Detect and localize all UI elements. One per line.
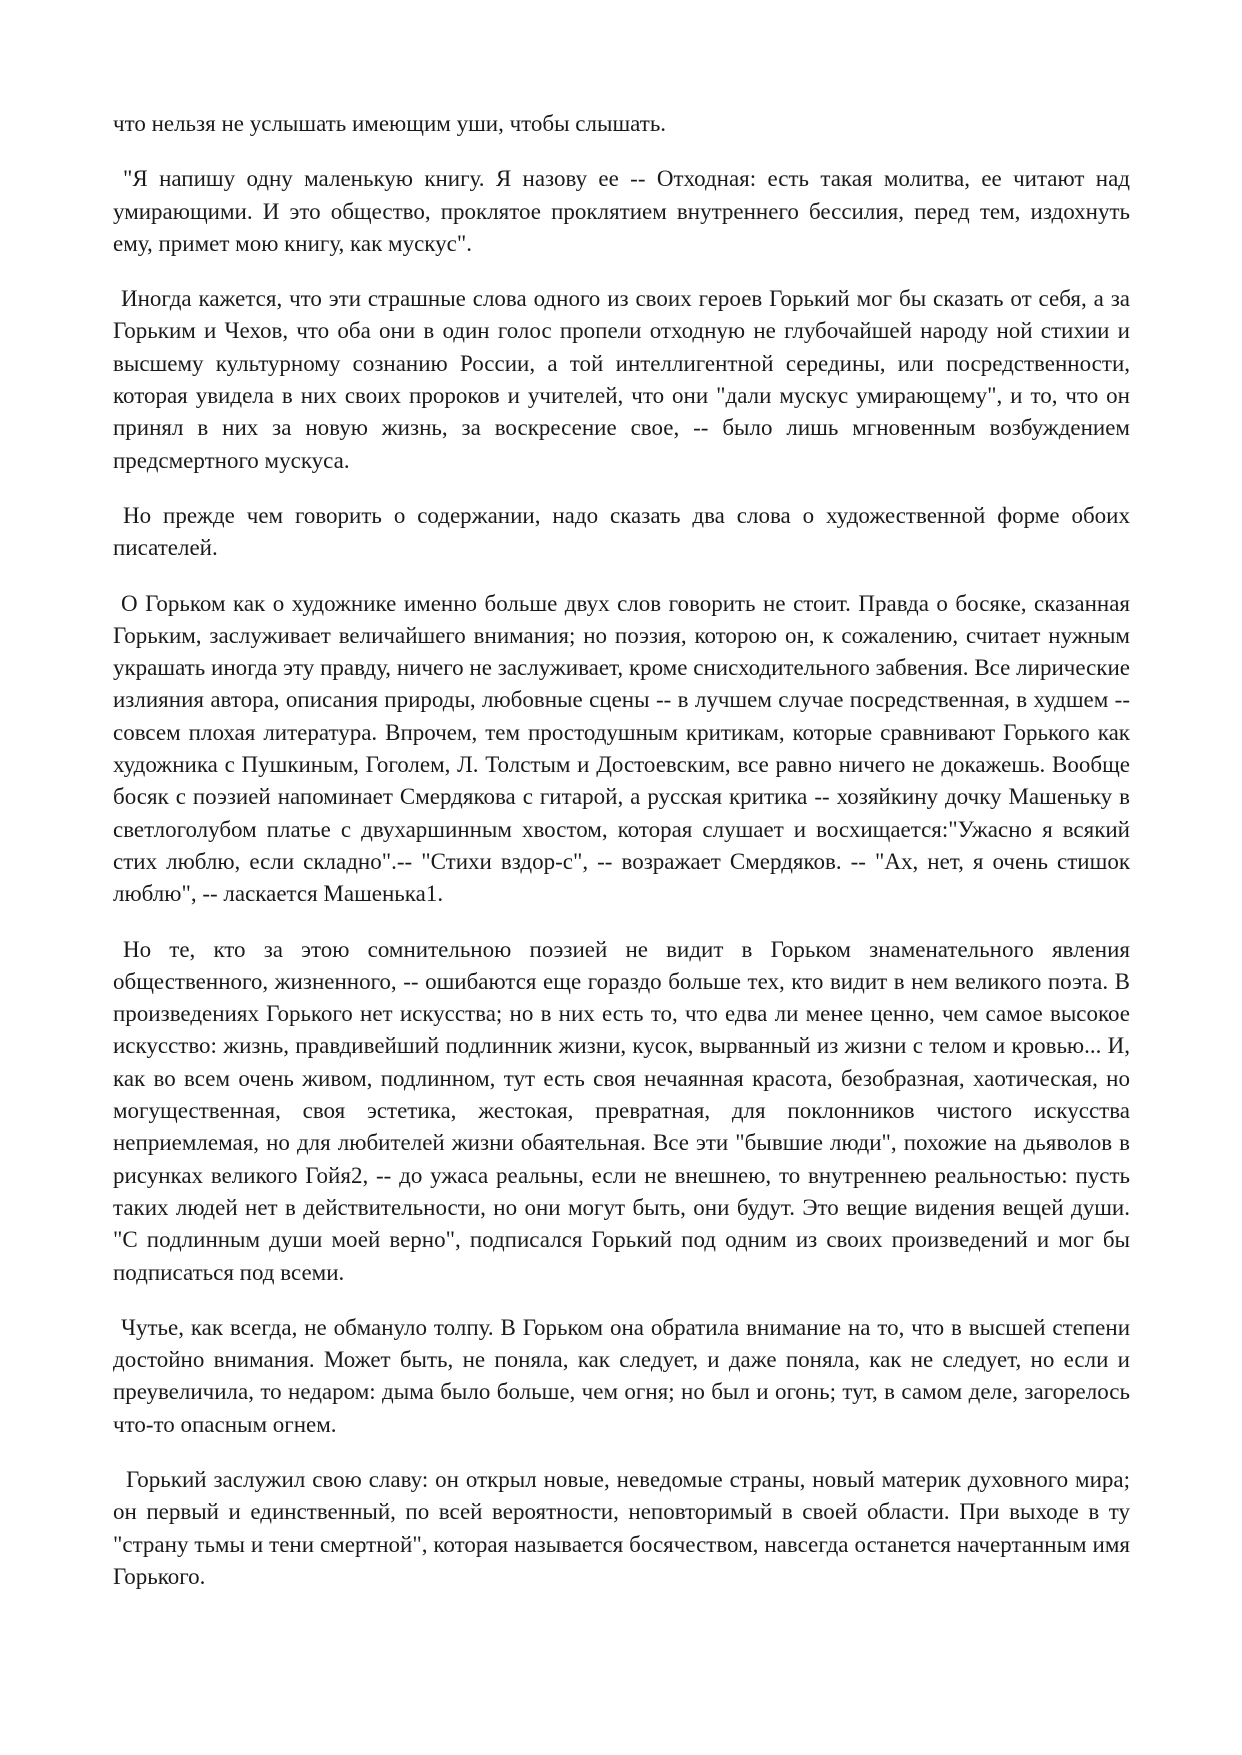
paragraph: Но прежде чем говорить о содержании, надо сказать два слова о художественной форме обоих писателей. bbox=[113, 502, 1130, 561]
paragraph: О Горьком как о художнике именно больше двух слов говорить не стоит. Правда о босяке, сказанная Горьким, заслуживает величайшего внимания; но поэзия, которою он, к сожалению, считает нужным украшать иногда эту правду, ничего не заслуживает, кроме снисходительного забвения. Все лирические излияния автора, описания природы, любовные сцены -- в лучшем случае посредственная, в худшем -- совсем плохая литература. Впрочем, тем простодушным критикам, которые сравнивают Горького как художника с Пушкиным, Гоголем, Л. Толстым и Достоевским, все равно ничего не докажешь. Вообще босяк с поэзией напоминает Смердякова с гитарой, а русская критика -- хозяйкину дочку Машеньку в светлоголубом платье с двухаршинным хвостом, которая слушает и восхищается:"Ужасно я всякий стих люблю, если складно".-- "Стихи вздор-с", -- возражает Смердяков. -- "Ах, нет, я очень стишок люблю", -- ласкается Машенька1. bbox=[113, 590, 1130, 907]
paragraph: Иногда кажется, что эти страшные слова одного из своих героев Горький мог бы сказать от себя, а за Горьким и Чехов, что оба они в один голос пропели отходную не глубочайшей народу ной стихии и высшему культурному сознанию России, а той интеллигентной середины, или посредственности, которая увидела в них своих пророков и учителей, что они "дали мускус умирающему", и то, что он принял в них за новую жизнь, за воскресение свое, -- было лишь мгновенным возбуждением предсмертного мускуса. bbox=[113, 286, 1130, 473]
document-body bbox=[113, 108, 1130, 1616]
paragraph: что нельзя не услышать имеющим уши, чтобы слышать. bbox=[113, 111, 667, 136]
paragraph: Чутье, как всегда, не обмануло толпу. В Горьком она обратила внимание на то, что в высшей степени достойно внимания. Может быть, не поняла, как следует, и даже поняла, как не следует, но если и преувеличила, то недаром: дыма было больше, чем огня; но был и огонь; тут, в самом деле, загорелось что-то опасным огнем. bbox=[113, 1314, 1130, 1437]
paragraph: Горький заслужил свою славу: он открыл новые, неведомые страны, новый материк духовного мира; он первый и единственный, по всей вероятности, неповторимый в своей области. При выходе в ту "страну тьмы и тени смертной", которая называется босячеством, навсегда останется начертанным имя Горького. bbox=[113, 1466, 1130, 1589]
paragraph: "Я напишу одну маленькую книгу. Я назову ее -- Отходная: есть такая молитва, ее читают над умирающими. И это общество, проклятое проклятием внутреннего бессилия, перед тем, издохнуть ему, примет мою книгу, как мускус". bbox=[113, 166, 1130, 256]
paragraph: Но те, кто за этою сомнительною поэзией не видит в Горьком знаменательного явления общественного, жизненного, -- ошибаются еще гораздо больше тех, кто видит в нем великого поэта. В произведениях Горького нет искусства; но в них есть то, что едва ли менее ценно, чем самое высокое искусство: жизнь, правдивейший подлинник жизни, кусок, вырванный из жизни с телом и кровью... И, как во всем очень живом, подлинном, тут есть своя нечаянная красота, безобразная, хаотическая, но могущественная, своя эстетика, жестокая, превратная, для поклонников чистого искусства неприемлемая, но для любителей жизни обаятельная. Все эти "бывшие люди", похожие на дьяволов в рисунках великого Гойя2, -- до ужаса реальны, если не внешнею, то внутреннею реальностью: пусть таких людей нет в действительности, но они могут быть, они будут. Это вещие видения вещей души. "С подлинным души моей верно", подписался Горький под одним из своих произведений и мог бы подписаться под всеми. bbox=[113, 936, 1130, 1285]
